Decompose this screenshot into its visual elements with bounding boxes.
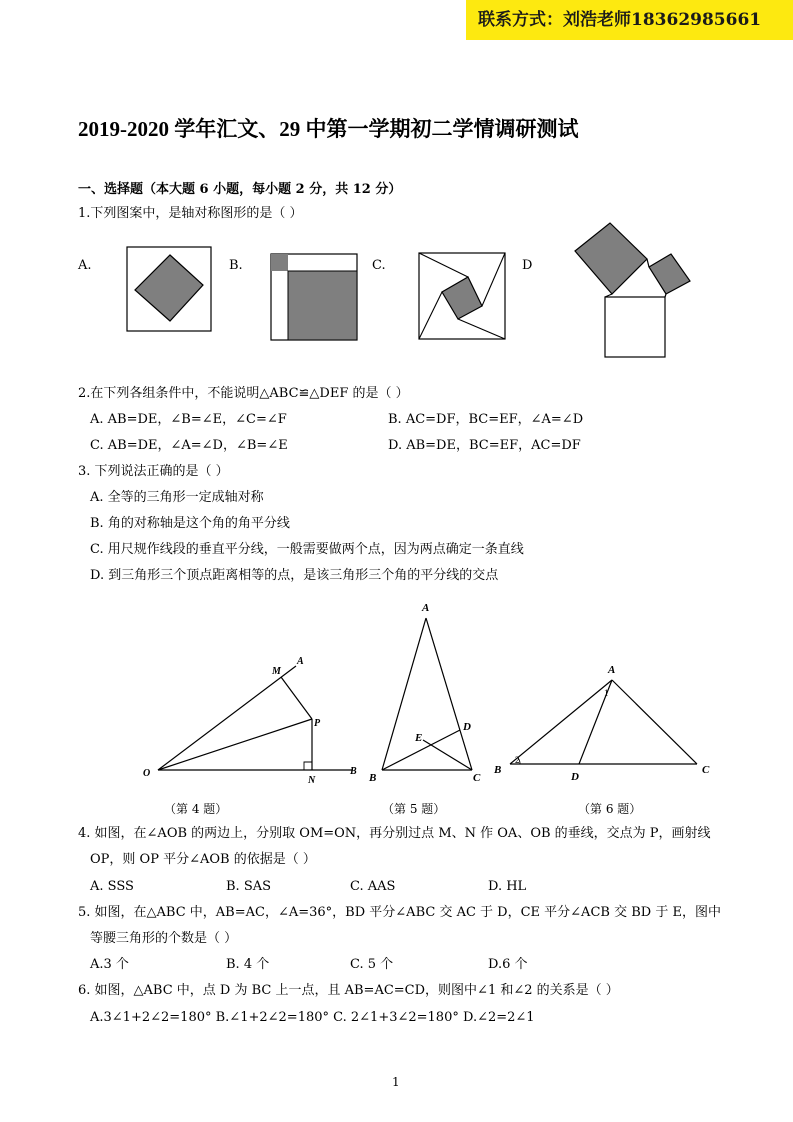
- fig6-label-d: D: [571, 771, 579, 783]
- fig5-label-e: E: [415, 732, 423, 744]
- q4-option-a: A. SSS: [90, 879, 134, 894]
- fig6-label-2: 2: [515, 755, 520, 765]
- q5-option-c: C. 5 个: [350, 957, 394, 972]
- contact-banner: 联系方式：刘浩老师18362985661: [466, 0, 793, 40]
- page-number: 1: [392, 1075, 400, 1089]
- figure-5-caption: （第 5 题）: [382, 802, 446, 816]
- figure-5: [365, 598, 495, 788]
- q2-option-d: D. AB=DE，BC=EF，AC=DF: [388, 438, 581, 453]
- fig4-label-m: M: [272, 666, 281, 677]
- question-4-stem-line2: OP，则 OP 平分∠AOB 的依据是（ ）: [90, 852, 316, 867]
- q1-label-d: D: [522, 258, 533, 273]
- fig4-label-p: P: [314, 718, 321, 729]
- q1-label-a: A.: [78, 258, 92, 273]
- fig6-label-1: 1: [604, 688, 609, 698]
- q3-option-c: C. 用尺规作线段的垂直平分线，一般需要做两个点，因为两点确定一条直线: [90, 542, 524, 557]
- fig5-label-c: C: [473, 772, 481, 784]
- q1-figure-d: [572, 218, 698, 360]
- question-4-stem-line1: 4. 如图，在∠AOB 的两边上，分别取 OM=ON，再分别过点 M、N 作 OA、OB 的垂线，交点为 P，画射线: [78, 826, 711, 841]
- figure-4-caption: （第 4 题）: [164, 802, 228, 816]
- figure-6: [490, 658, 720, 788]
- q2-option-a: A. AB=DE，∠B=∠E，∠C=∠F: [90, 412, 287, 427]
- fig5-label-a: A: [422, 602, 430, 614]
- fig4-label-a: A: [297, 656, 304, 667]
- q5-option-a: A.3 个: [90, 957, 129, 972]
- q6-options: A.3∠1+2∠2=180° B.∠1+2∠2=180° C. 2∠1+3∠2=180° D.∠2=2∠1: [90, 1010, 535, 1025]
- fig6-label-b: B: [494, 764, 502, 776]
- fig6-label-a: A: [608, 664, 616, 676]
- q4-option-b: B. SAS: [226, 879, 272, 894]
- q5-option-b: B. 4 个: [226, 957, 270, 972]
- question-1-stem: 1.下列图案中，是轴对称图形的是（ ）: [78, 206, 303, 221]
- figure-6-caption: （第 6 题）: [578, 802, 642, 816]
- q4-option-d: D. HL: [488, 879, 527, 894]
- q1-figure-c: [418, 252, 506, 342]
- q3-option-d: D. 到三角形三个顶点距离相等的点，是该三角形三个角的平分线的交点: [90, 568, 499, 583]
- fig4-label-n: N: [308, 775, 316, 786]
- question-3-stem: 3. 下列说法正确的是（ ）: [78, 464, 229, 479]
- fig5-label-d: D: [463, 721, 471, 733]
- figure-4: [138, 652, 368, 787]
- fig6-label-c: C: [702, 764, 710, 776]
- q5-option-d: D.6 个: [488, 957, 528, 972]
- question-5-stem-line1: 5. 如图，在△ABC 中，AB=AC，∠A=36°，BD 平分∠ABC 交 AC 于 D，CE 平分∠ACB 交 BD 于 E，图中: [78, 905, 721, 920]
- q3-option-a: A. 全等的三角形一定成轴对称: [90, 490, 264, 505]
- q1-label-b: B.: [229, 258, 243, 273]
- question-6-stem: 6. 如图，△ABC 中，点 D 为 BC 上一点，且 AB=AC=CD，则图中∠1 和∠2 的关系是（ ）: [78, 983, 619, 998]
- q1-label-c: C.: [372, 258, 386, 273]
- section-heading: 一、选择题（本大题 6 小题，每小题 2 分，共 12 分）: [78, 182, 402, 197]
- q1-figure-a: [126, 246, 212, 334]
- q1-figure-b: [270, 253, 358, 343]
- fig4-label-o: O: [143, 768, 151, 779]
- q4-option-c: C. AAS: [350, 879, 396, 894]
- fig4-label-b: B: [350, 766, 357, 777]
- question-2-stem: 2.在下列各组条件中，不能说明△ABC≌△DEF 的是（ ）: [78, 386, 409, 401]
- q3-option-b: B. 角的对称轴是这个角的角平分线: [90, 516, 290, 531]
- question-5-stem-line2: 等腰三角形的个数是（ ）: [90, 931, 238, 946]
- q2-option-c: C. AB=DE，∠A=∠D，∠B=∠E: [90, 438, 288, 453]
- page-title: 2019-2020 学年汇文、29 中第一学期初二学情调研测试: [78, 117, 579, 141]
- fig5-label-b: B: [369, 772, 377, 784]
- q2-option-b: B. AC=DF，BC=EF，∠A=∠D: [388, 412, 584, 427]
